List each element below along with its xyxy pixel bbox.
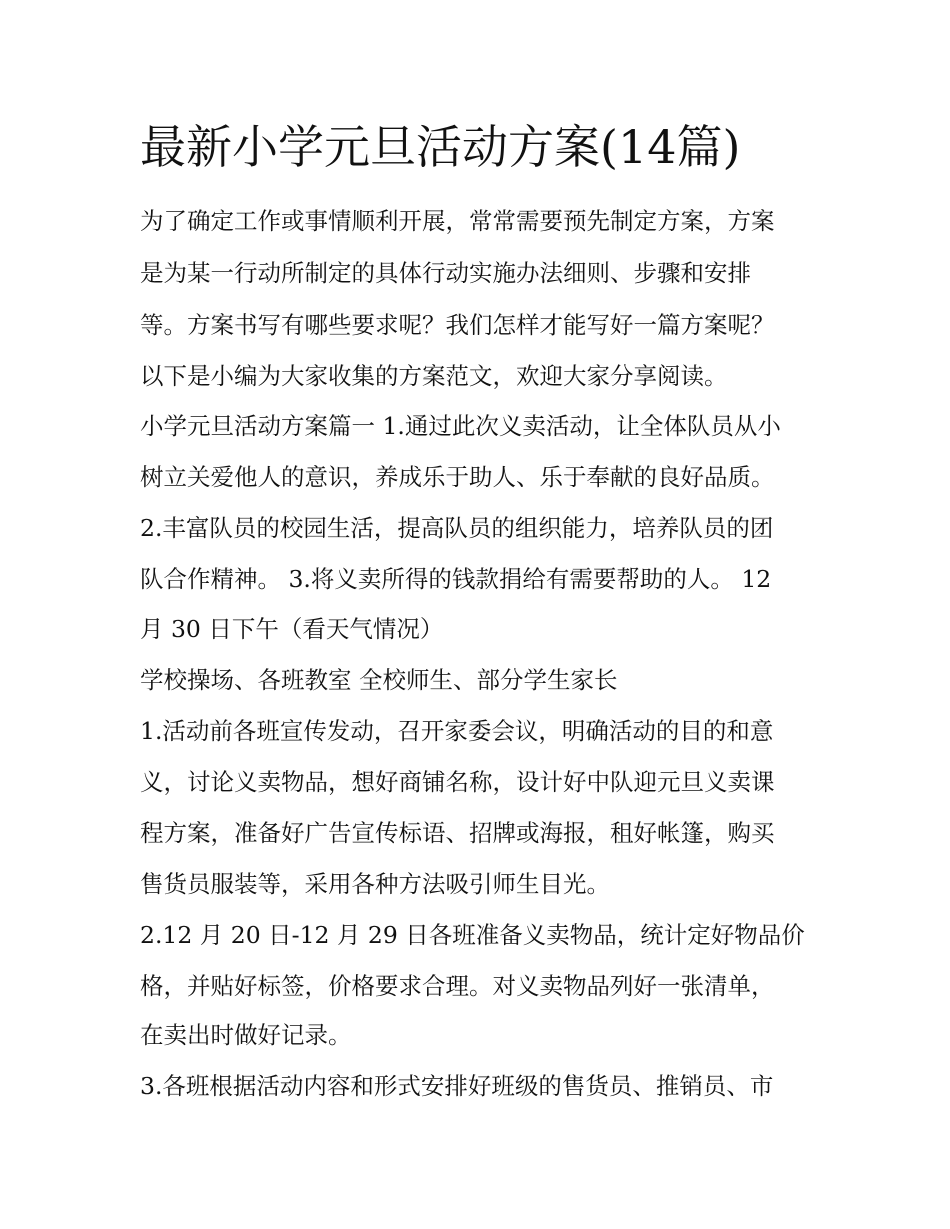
text-line: 售货员服装等，采用各种方法吸引师生目光。 [140, 870, 610, 898]
text-line: 树立关爱他人的意识，养成乐于助人、乐于奉献的良好品质。 [140, 463, 775, 491]
text-line: 在卖出时做好记录。 [140, 1021, 352, 1049]
text-line: 义，讨论义卖物品，想好商铺名称，设计好中队迎元旦义卖课 [140, 768, 775, 796]
text-line: 为了确定工作或事情顺利开展，常常需要预先制定方案，方案 [140, 207, 775, 235]
text-line: 队合作精神。 3.将义卖所得的钱款捐给有需要帮助的人。 12 [140, 565, 772, 593]
text-line: 程方案，准备好广告宣传标语、招牌或海报，租好帐篷，购买 [140, 819, 775, 847]
text-line: 3.各班根据活动内容和形式安排好班级的售货员、推销员、市 [140, 1072, 774, 1100]
text-line: 格，并贴好标签，价格要求合理。对义卖物品列好一张清单， [140, 972, 775, 1000]
text-line: 2.丰富队员的校园生活，提高队员的组织能力，培养队员的团 [140, 514, 774, 542]
text-line: 小学元旦活动方案篇一 1.通过此次义卖活动，让全体队员从小 [140, 412, 781, 440]
text-line: 月 30 日下午（看天气情况） [140, 615, 444, 643]
text-line: 等。方案书写有哪些要求呢？我们怎样才能写好一篇方案呢？ [140, 311, 775, 339]
document-title: 最新小学元旦活动方案(14篇) [140, 120, 741, 174]
text-line: 是为某一行动所制定的具体行动实施办法细则、步骤和安排 [140, 259, 751, 287]
text-line: 以下是小编为大家收集的方案范文，欢迎大家分享阅读。 [140, 362, 728, 390]
text-line: 1.活动前各班宣传发动，召开家委会议，明确活动的目的和意 [140, 717, 774, 745]
text-line: 2.12 月 20 日-12 月 29 日各班准备义卖物品，统计定好物品价 [140, 921, 805, 949]
text-line: 学校操场、各班教室 全校师生、部分学生家长 [140, 666, 618, 694]
